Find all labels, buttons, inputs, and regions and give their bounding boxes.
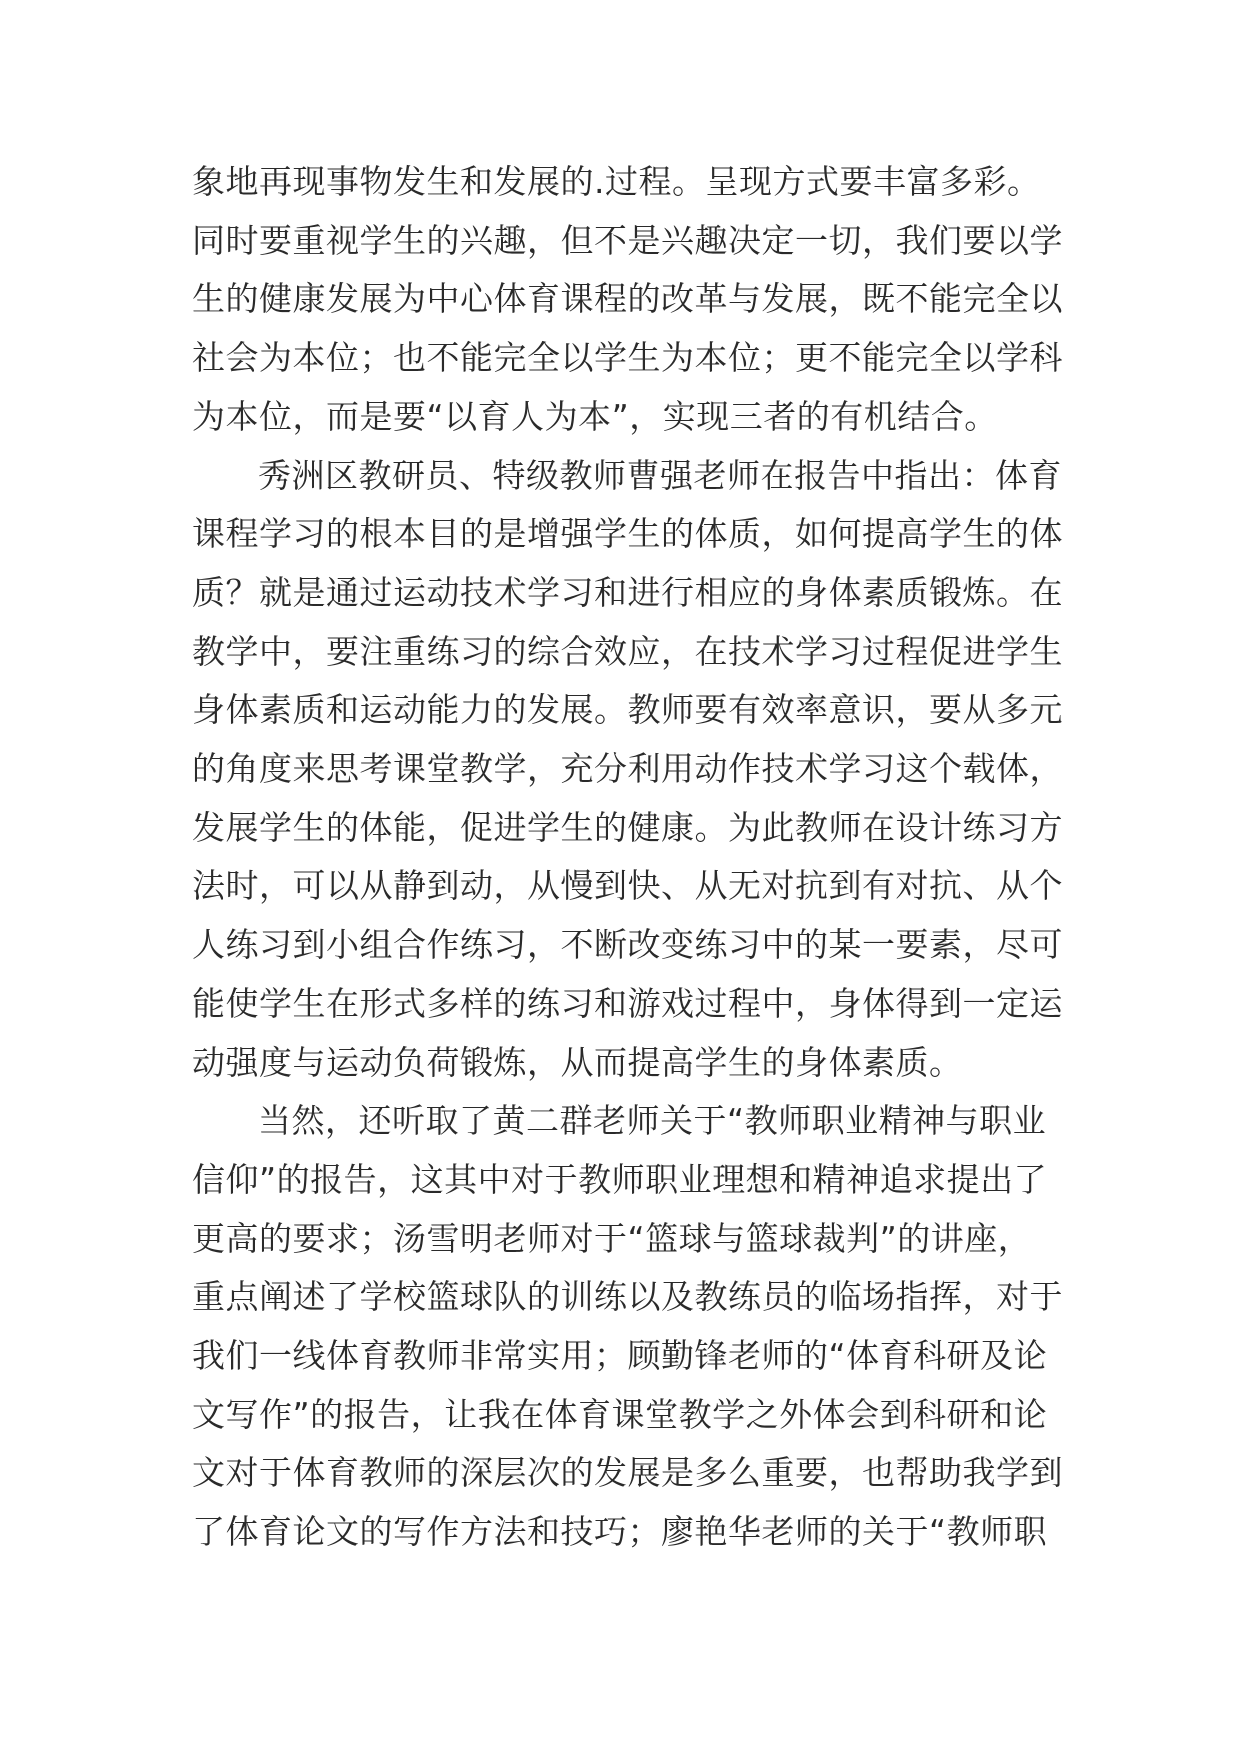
paragraph-3: 当然，还听取了黄二群老师关于“教师职业精神与职业 信仰”的报告，这其中对于教师职业理想和精神追求提出了 更高的要求；汤雪明老师对于“篮球与篮球裁判”的讲座， 重点阐述了学校篮球队的训练以及教练员的临场指挥，对于 我们一线体育教师非常实用；顾勤锋老师的“体育科研及论 文写作”的报告，让我在体育课堂教学之外体会到科研和论 文对于体育教师的深层次的发展是多么重要，也帮助我学到 了体育论文的写作方法和技巧；廖艳华老师的关于“教师职 bbox=[192, 1101, 1063, 1552]
paragraph-1: 象地再现事物发生和发展的.过程。呈现方式要丰富多彩。 同时要重视学生的兴趣，但不是兴趣决定一切，我们要以学 生的健康发展为中心体育课程的改革与发展，既不能完全以 社会为本位；也不能完全以学生为本位；更不能完全以学科 为本位，而是要“以育人为本”，实现三者的有机结合。 bbox=[192, 162, 1063, 436]
paragraph-2: 秀洲区教研员、特级教师曹强老师在报告中指出：体育 课程学习的根本目的是增强学生的体质，如何提高学生的体 质？就是通过运动技术学习和进行相应的身体素质锻炼。在 教学中，要注重练习的综合效应，在技术学习过程促进学生 身体素质和运动能力的发展。教师要有效率意识，要从多元 的角度来思考课堂教学，充分利用动作技术学习这个载体， 发展学生的体能，促进学生的健康。为此教师在设计练习方 法时，可以从静到动，从慢到快、从无对抗到有对抗、从个 人练习到小组合作练习，不断改变练习中的某一要素，尽可 能使学生在形式多样的练习和游戏过程中，身体得到一定运 动强度与运动负荷锻炼，从而提高学生的身体素质。 bbox=[192, 455, 1063, 1082]
document-body bbox=[192, 153, 1072, 1562]
